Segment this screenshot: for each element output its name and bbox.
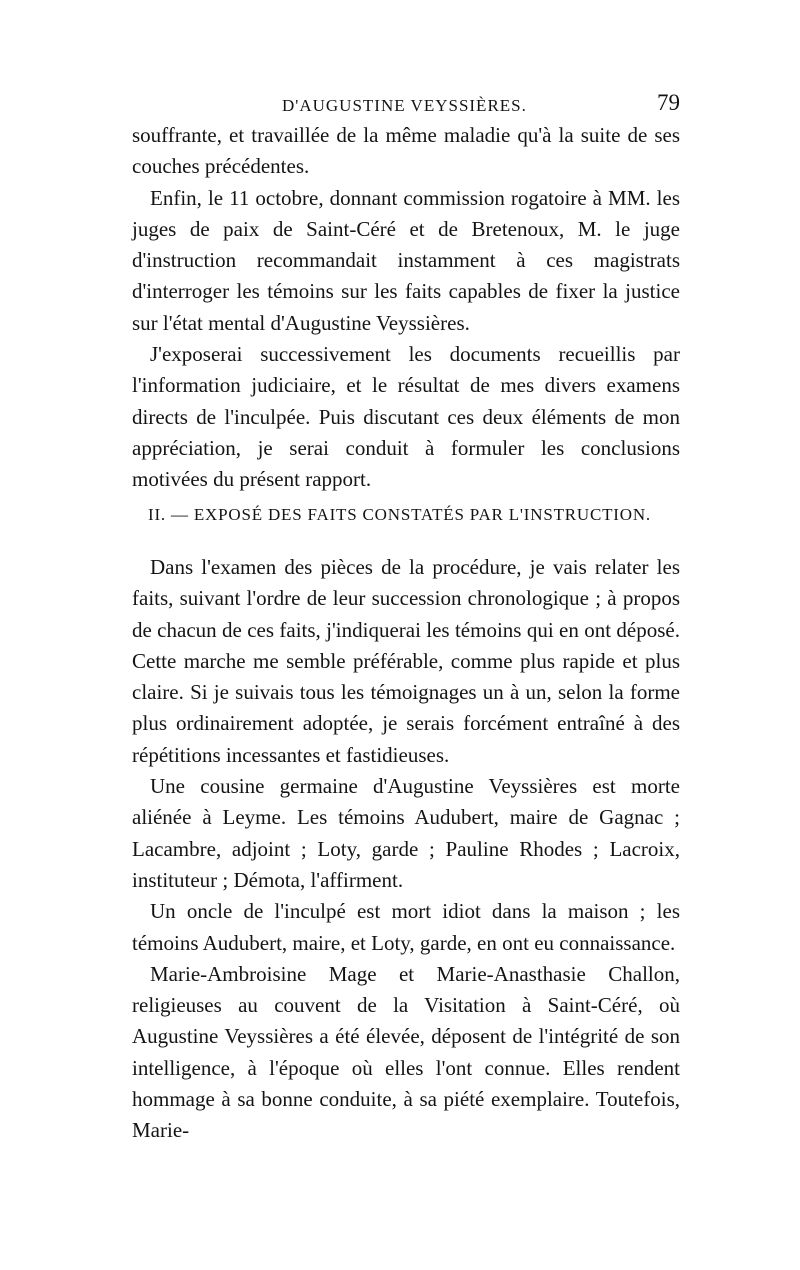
paragraph: J'exposerai successivement les documents recueillis par l'information judiciaire, et le résultat de mes divers examens directs de l'inculpée. Puis discutant ces deux éléments de mon appréciation, je serai conduit à formuler les conclusions motivées du présent rapport. xyxy=(132,342,680,492)
paragraph: Marie-Ambroisine Mage et Marie-Anasthasie Challon, religieuses au couvent de la Visitation à Saint-Céré, où Augustine Veyssières a été élevée, déposent de l'intégrité de son intelligence, à l'époque où elles l'ont connue. Elles rendent hommage à sa bonne conduite, à sa piété exemplaire. Toutefois, Marie- xyxy=(132,961,680,1143)
text-block-section xyxy=(132,552,680,1147)
page-number: 79 xyxy=(657,90,680,115)
paragraph: Une cousine germaine d'Augustine Veyssières est morte aliénée à Leyme. Les témoins Audubert, maire de Gagnac ; Lacambre, adjoint ; Loty, garde ; Pauline Rhodes ; Lacroix, instituteur ; Démota, l'affirment. xyxy=(132,774,680,892)
paragraph: Dans l'examen des pièces de la procédure, je vais relater les faits, suivant l'ordre de leur succession chronologique ; à propos de chacun de ces faits, j'indiquerai les témoins qui en ont déposé. Cette marche me semble préférable, comme plus rapide et plus claire. Si je suivais tous les témoignages un à un, selon la forme plus ordinairement adoptée, je serais forcément entraîné à des répétitions incessantes et fastidieuses. xyxy=(132,555,680,767)
section-heading: II. — EXPOSÉ DES FAITS CONSTATÉS PAR L'INSTRUCTION. xyxy=(148,505,651,524)
paragraph: Enfin, le 11 octobre, donnant commission rogatoire à MM. les juges de paix de Saint-Céré et de Bretenoux, M. le juge d'instruction recommandait instamment à ces magistrats d'interroger les témoins sur les faits capables de fixer la justice sur l'état mental d'Augustine Veyssières. xyxy=(132,185,680,335)
paragraph: Un oncle de l'inculpé est mort idiot dans la maison ; les témoins Audubert, maire, et Loty, garde, en ont eu connaissance. xyxy=(132,899,680,955)
running-title: D'AUGUSTINE VEYSSIÈRES. xyxy=(282,96,527,115)
paragraph: souffrante, et travaillée de la même maladie qu'à la suite de ses couches précédentes. xyxy=(132,123,680,179)
running-head xyxy=(132,90,680,124)
text-block-intro xyxy=(132,120,680,496)
